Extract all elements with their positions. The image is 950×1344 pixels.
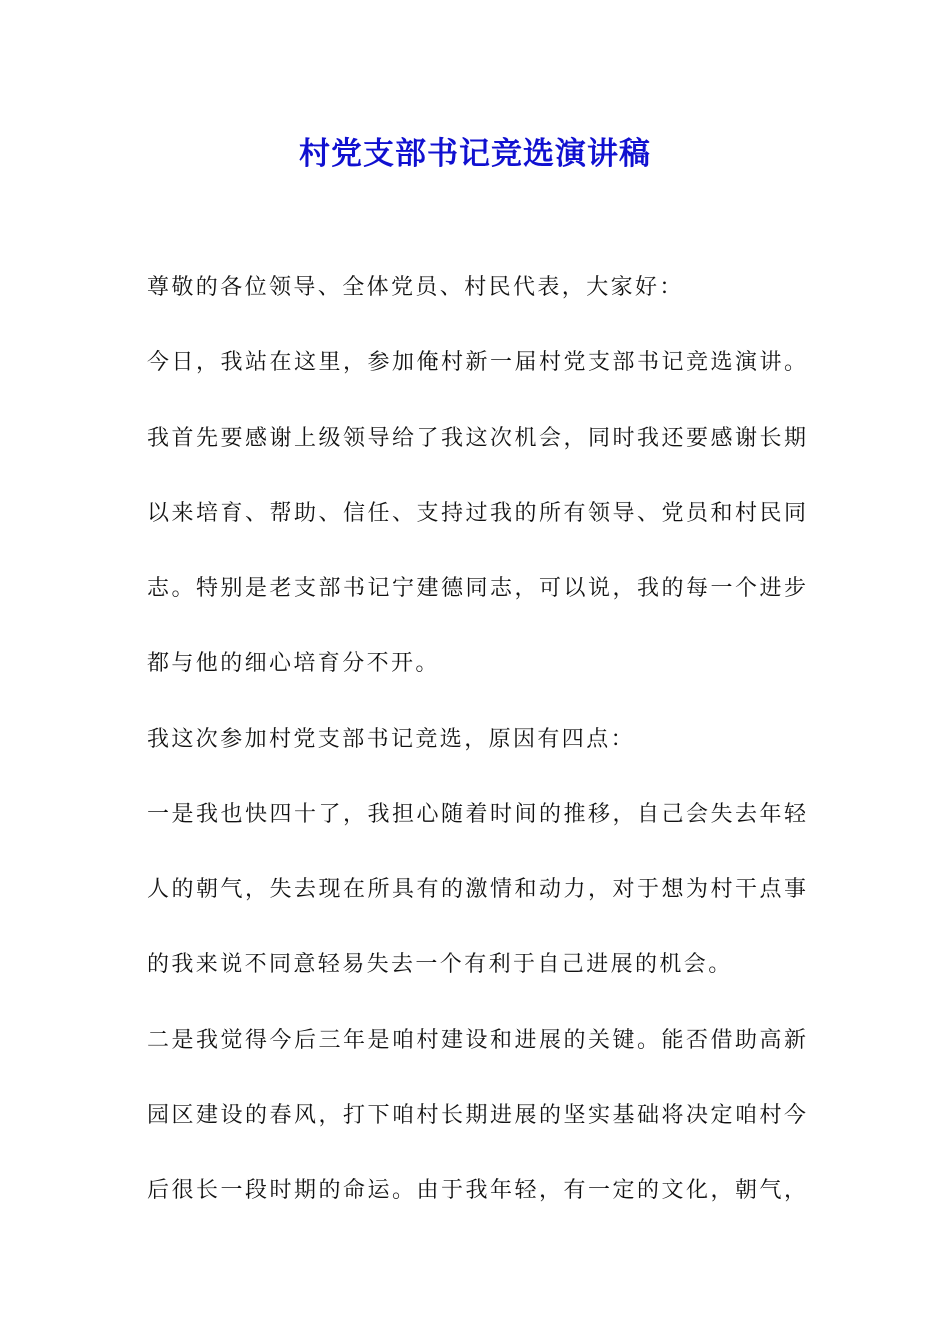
paragraph-line: 以来培育、帮助、信任、支持过我的所有领导、党员和村民同 bbox=[147, 501, 807, 526]
paragraph-line: 今日，我站在这里，参加俺村新一届村党支部书记竞选演讲。 bbox=[147, 350, 807, 375]
paragraph-line: 后很长一段时期的命运。由于我年轻，有一定的文化，朝气， bbox=[147, 1178, 807, 1203]
paragraph-line: 二是我觉得今后三年是咱村建设和进展的关键。能否借助高新 bbox=[147, 1028, 807, 1053]
paragraph-line: 都与他的细心培育分不开。 bbox=[147, 651, 440, 676]
paragraph-line: 我首先要感谢上级领导给了我这次机会，同时我还要感谢长期 bbox=[147, 426, 807, 451]
paragraph-line: 的我来说不同意轻易失去一个有利于自己进展的机会。 bbox=[147, 952, 733, 977]
paragraph-line: 尊敬的各位领导、全体党员、村民代表，大家好： bbox=[147, 275, 684, 300]
document-title: 村党支部书记竞选演讲稿 bbox=[299, 136, 651, 172]
paragraph-line: 人的朝气，失去现在所具有的激情和动力，对于想为村干点事 bbox=[147, 877, 807, 902]
paragraph-line: 志。特别是老支部书记宁建德同志，可以说，我的每一个进步 bbox=[147, 576, 807, 601]
paragraph-line: 园区建设的春风，打下咱村长期进展的坚实基础将决定咱村今 bbox=[147, 1103, 807, 1128]
paragraph-line: 一是我也快四十了，我担心随着时间的推移，自己会失去年轻 bbox=[147, 802, 807, 827]
paragraph-line: 我这次参加村党支部书记竞选，原因有四点： bbox=[147, 727, 636, 752]
